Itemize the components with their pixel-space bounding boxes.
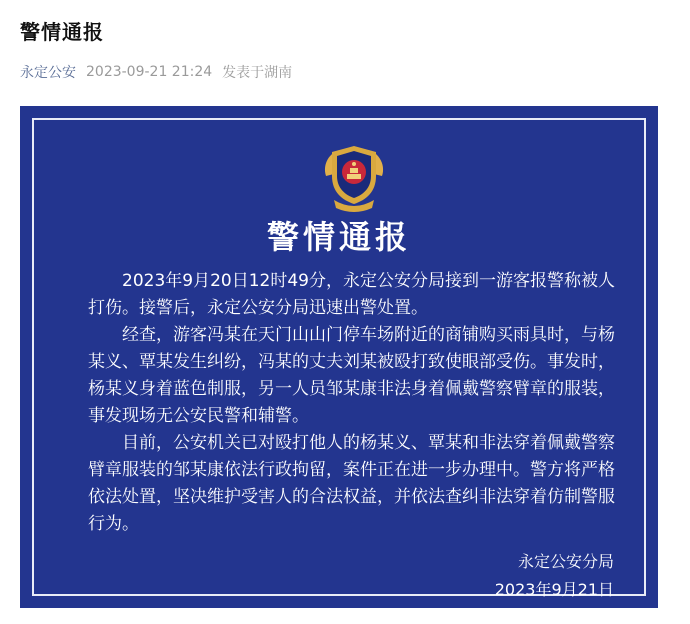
publish-time: 2023-09-21 21:24	[86, 64, 213, 80]
notice-border	[32, 118, 646, 599]
notice-body	[88, 268, 622, 538]
notice-paragraph-1: 2023年9月20日12时49分，永定公安分局接到一游客报警称被人打伤。接警后，永定公安分局迅速出警处置。	[88, 271, 615, 318]
notice-paragraph-2: 经查，游客冯某在天门山山门停车场附近的商铺购买雨具时，与杨某义、覃某发生纠纷，冯某的丈夫刘某被殴打致使眼部受伤。事发时，杨某义身着蓝色制服，另一人员邹某康非法身着佩戴警察臂章的服装，事发现场无公安民警和辅警。	[88, 325, 615, 426]
police-emblem-icon	[320, 142, 388, 214]
notice-date: 2023年9月21日	[494, 580, 614, 599]
notice-heading: 警情通报	[266, 218, 411, 256]
notice-signature: 永定公安分局	[517, 552, 614, 571]
notice-paragraph-3: 目前，公安机关已对殴打他人的杨某义、覃某和非法穿着佩戴警察臂章服装的邹某康依法行政拘留，案件正在进一步办理中。警方将严格依法处置，坚决维护受害人的合法权益，并依法查纠非法穿着仿制警服行为。	[88, 433, 615, 534]
notice-signature-block	[495, 548, 614, 604]
article-title: 警情通报	[20, 20, 104, 44]
article-meta	[20, 62, 292, 82]
author-link[interactable]: 永定公安	[20, 65, 76, 81]
publish-location: 发表于湖南	[222, 65, 293, 81]
notice-image[interactable]	[20, 106, 658, 608]
